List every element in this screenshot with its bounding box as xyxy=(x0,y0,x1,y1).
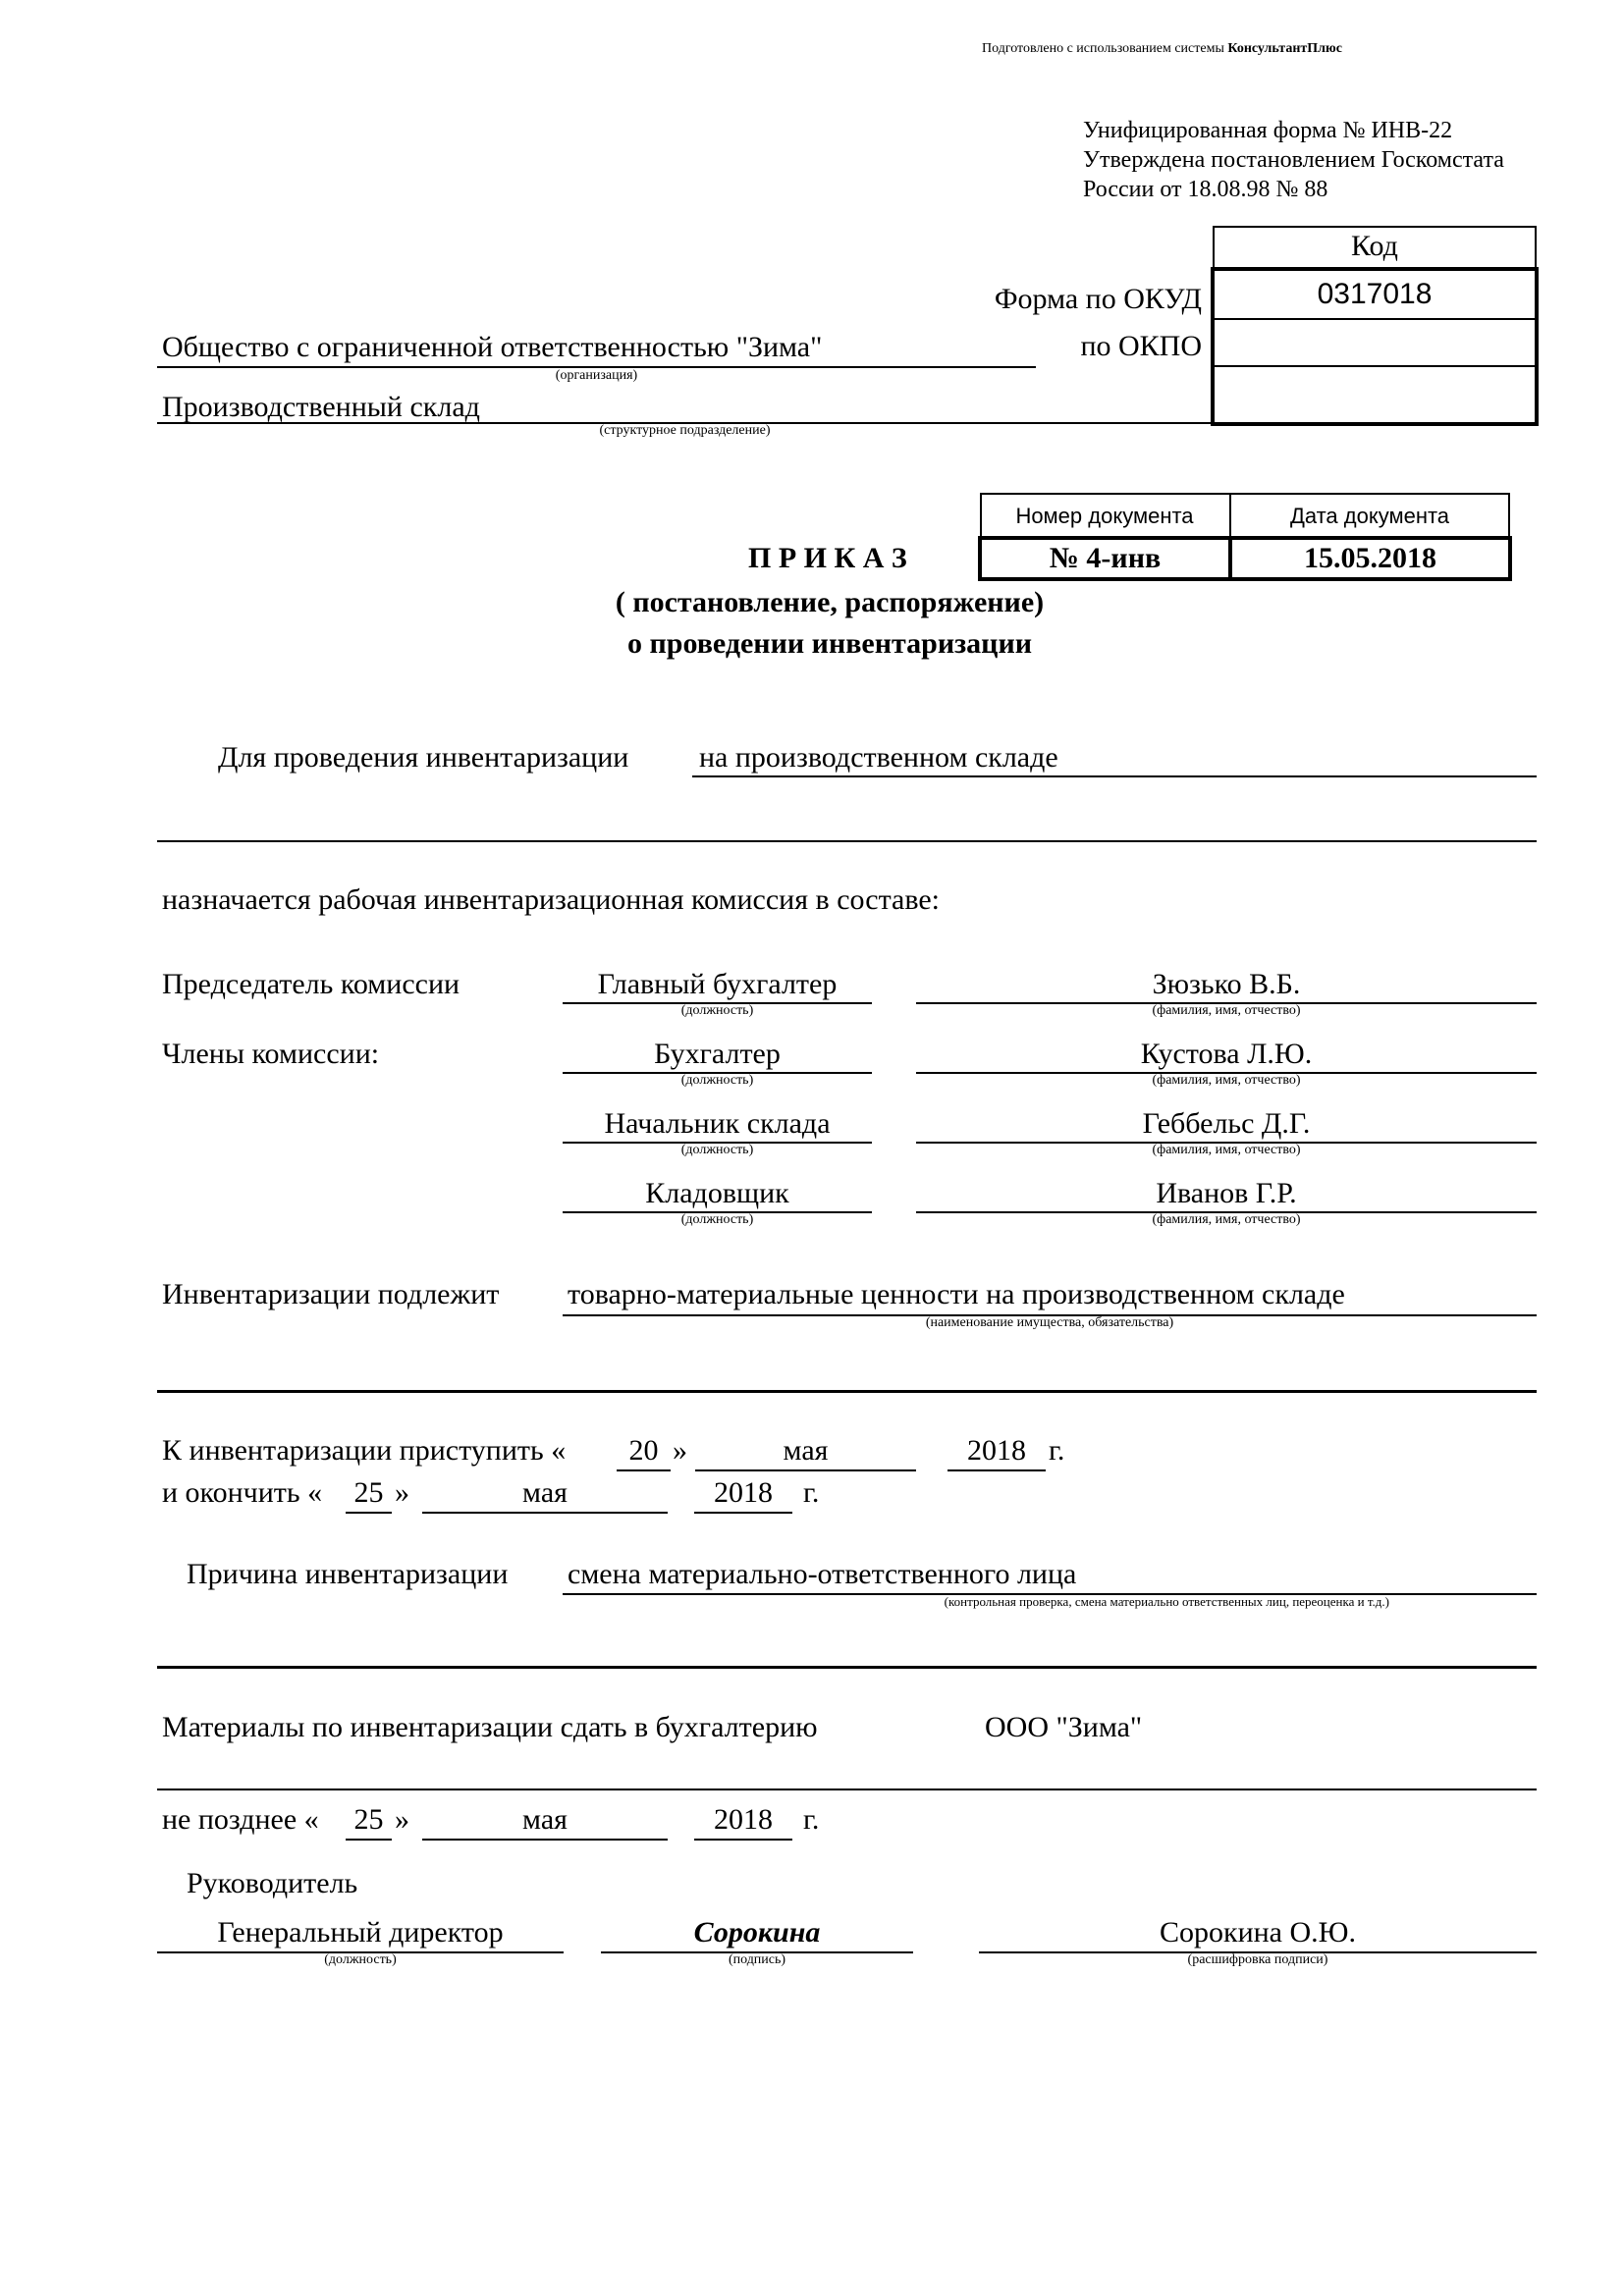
purpose-line xyxy=(692,775,1537,777)
deadline-month-line xyxy=(422,1839,668,1841)
submission-recipient: ООО "Зима" xyxy=(985,1711,1143,1743)
reason-label: Причина инвентаризации xyxy=(187,1558,509,1590)
name-caption: (фамилия, имя, отчество) xyxy=(1152,1143,1301,1157)
form-line-2: Утверждена постановлением Госкомстата xyxy=(1083,147,1504,173)
head-full-name: Сорокина О.Ю. xyxy=(1159,1916,1356,1949)
inventory-subject-caption: (наименование имущества, обязательства) xyxy=(925,1315,1174,1330)
position-caption: (должность) xyxy=(680,1212,754,1227)
start-year-suffix: г. xyxy=(1049,1434,1065,1467)
head-position-caption: (должность) xyxy=(324,1952,397,1967)
name-caption: (фамилия, имя, отчество) xyxy=(1152,1003,1301,1018)
reason-value: смена материально-ответственного лица xyxy=(568,1558,1077,1590)
end-year: 2018 xyxy=(714,1476,773,1509)
organization-caption: (организация) xyxy=(555,368,638,383)
doc-date-header: Дата документа xyxy=(1289,504,1450,528)
chair-label: Председатель комиссии xyxy=(162,968,460,1000)
start-month-line xyxy=(695,1469,916,1471)
head-signature-caption: (подпись) xyxy=(728,1952,786,1967)
member-position: Кладовщик xyxy=(645,1177,789,1209)
submission-label: Материалы по инвентаризации сдать в бухгалтерию xyxy=(162,1711,818,1743)
end-year-suffix: г. xyxy=(803,1476,820,1509)
end-day-line xyxy=(346,1512,392,1514)
start-label: К инвентаризации приступить « xyxy=(162,1434,567,1467)
start-year-line xyxy=(947,1469,1046,1471)
okpo-label: по ОКПО xyxy=(1080,330,1202,362)
member-name: Иванов Г.Р. xyxy=(1156,1177,1297,1209)
start-day: 20 xyxy=(628,1434,659,1467)
purpose-label: Для проведения инвентаризации xyxy=(218,741,629,774)
end-day: 25 xyxy=(353,1476,384,1509)
member-name: Геббельс Д.Г. xyxy=(1142,1107,1311,1140)
inventory-subject-label: Инвентаризации подлежит xyxy=(162,1278,500,1310)
end-month-line xyxy=(422,1512,668,1514)
organization-name: Общество с ограниченной ответственностью "Зима" xyxy=(162,331,823,363)
name-caption: (фамилия, имя, отчество) xyxy=(1152,1073,1301,1088)
structural-unit: Производственный склад xyxy=(162,391,480,423)
position-caption: (должность) xyxy=(680,1073,754,1088)
member-position: Начальник склада xyxy=(604,1107,831,1140)
name-caption: (фамилия, имя, отчество) xyxy=(1152,1212,1301,1227)
deadline-month: мая xyxy=(522,1803,568,1836)
inventory-subject-continuation xyxy=(157,1390,1537,1393)
start-year: 2018 xyxy=(967,1434,1026,1467)
form-line-3: России от 18.08.98 № 88 xyxy=(1083,177,1328,202)
deadline-day: 25 xyxy=(353,1803,384,1836)
deadline-year-line xyxy=(694,1839,792,1841)
head-label: Руководитель xyxy=(187,1867,358,1899)
start-month: мая xyxy=(783,1434,829,1467)
doc-date-value: 15.05.2018 xyxy=(1304,542,1436,574)
end-year-line xyxy=(694,1512,792,1514)
form-approval xyxy=(1083,116,1504,204)
document-subject: о проведении инвентаризации xyxy=(626,627,1033,660)
end-month: мая xyxy=(522,1476,568,1509)
head-full-name-caption: (расшифровка подписи) xyxy=(1187,1952,1328,1967)
okud-label: Форма по ОКУД xyxy=(994,283,1202,315)
deadline-year: 2018 xyxy=(714,1803,773,1836)
submission-line xyxy=(157,1789,1537,1790)
purpose-value: на производственном складе xyxy=(699,741,1058,774)
doc-number-header: Номер документа xyxy=(1015,504,1194,528)
form-line-1: Унифицированная форма № ИНВ-22 xyxy=(1083,118,1453,143)
document-subtitle: ( постановление, распоряжение) xyxy=(615,586,1045,618)
document-title: П Р И К А З xyxy=(748,542,907,574)
prepared-note: Подготовлено с использованием системы КонсультантПлюс xyxy=(982,41,1342,56)
member-name: Зюзько В.Б. xyxy=(1152,968,1301,1000)
deadline-day-line xyxy=(346,1839,392,1841)
reason-caption: (контрольная проверка, смена материально ответственных лиц, переоценка и т.д.) xyxy=(944,1594,1389,1609)
codes-divider-2 xyxy=(1213,365,1537,367)
okud-value: 0317018 xyxy=(1317,278,1433,310)
code-heading: Код xyxy=(1351,230,1398,262)
consultant-brand: КонсультантПлюс xyxy=(1227,41,1342,56)
start-quote-close: » xyxy=(673,1434,687,1467)
deadline-label: не позднее « xyxy=(162,1803,319,1836)
doc-number-value: № 4-инв xyxy=(1049,542,1162,574)
deadline-year-suffix: г. xyxy=(803,1803,820,1836)
member-position: Бухгалтер xyxy=(654,1038,781,1070)
unit-caption: (структурное подразделение) xyxy=(599,423,771,438)
codes-divider-1 xyxy=(1213,318,1537,320)
position-caption: (должность) xyxy=(680,1003,754,1018)
member-name: Кустова Л.Ю. xyxy=(1140,1038,1313,1070)
member-position: Главный бухгалтер xyxy=(597,968,838,1000)
members-label: Члены комиссии: xyxy=(162,1038,380,1070)
deadline-quote-close: » xyxy=(395,1803,409,1836)
position-caption: (должность) xyxy=(680,1143,754,1157)
head-position: Генеральный директор xyxy=(217,1916,504,1949)
end-label: и окончить « xyxy=(162,1476,323,1509)
start-day-line xyxy=(617,1469,671,1471)
inventory-subject-value: товарно-материальные ценности на производственном складе xyxy=(568,1278,1345,1310)
reason-continuation xyxy=(157,1666,1537,1669)
commission-intro: назначается рабочая инвентаризационная комиссия в составе: xyxy=(162,883,940,916)
end-quote-close: » xyxy=(395,1476,409,1509)
purpose-continuation-line xyxy=(157,840,1537,842)
head-signature: Сорокина xyxy=(693,1916,821,1949)
